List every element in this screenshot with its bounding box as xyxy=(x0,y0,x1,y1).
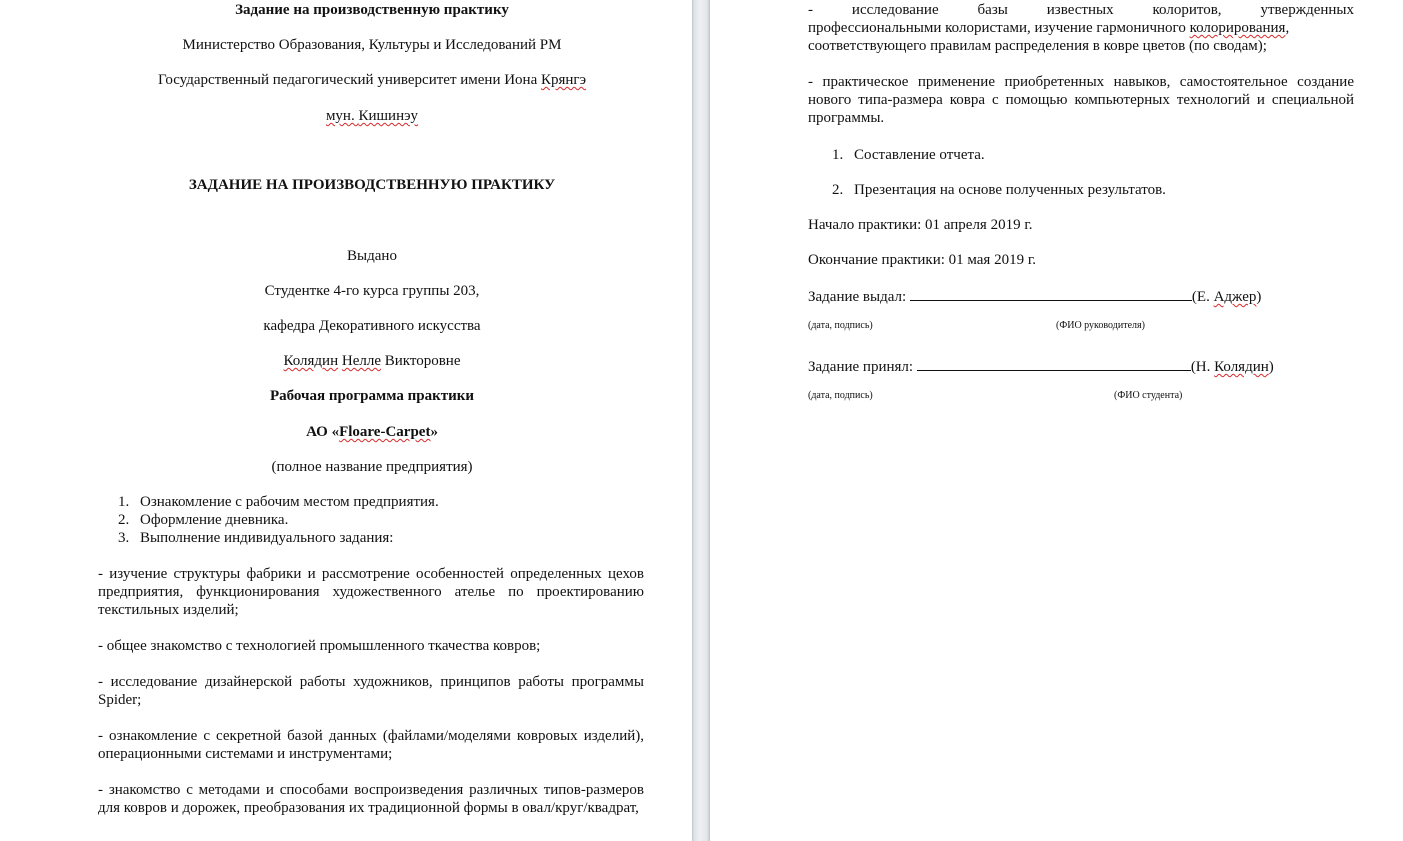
list-item: 3. Выполнение индивидуального задания: xyxy=(118,530,394,546)
task-practical: - практическое применение приобретенных навыков, самостоятельное создание нового типа-размера ковра с помощью компьютерных технологий и специальной программы. xyxy=(808,74,1354,126)
list-item: 2. Презентация на основе полученных результатов. xyxy=(832,182,1166,198)
header-title: Задание на производственную практику xyxy=(235,2,509,18)
task-paragraph: - знакомство с методами и способами воспроизведения различных типов-размеров для ковров и дорожек, преобразования их традиционной формы в овал/круг/квадрат, xyxy=(98,782,644,816)
city-line: мун. Кишинэу xyxy=(325,108,419,124)
university-line: Государственный педагогический университет имени Иона Крянгэ xyxy=(157,72,587,88)
task-paragraph: - ознакомление с секретной базой данных (файлами/моделями ковровых изделий), операционными системами и инструментами; xyxy=(98,728,644,762)
department-line: кафедра Декоративного искусства xyxy=(263,318,481,334)
spellcheck-word: Floare-Carpet xyxy=(339,424,431,440)
issued-by-row: Задание выдал: (Е. Аджер) xyxy=(808,286,1261,306)
end-date: Окончание практики: 01 мая 2019 г. xyxy=(808,252,1037,268)
document-page-right xyxy=(710,0,1403,841)
issued-label: Выдано xyxy=(347,248,397,264)
task-research-line-1: - исследование базы известных колоритов, утвержденных xyxy=(808,2,1354,18)
student-name: Колядин Нелле Викторовне xyxy=(283,353,461,369)
company-note: (полное название предприятия) xyxy=(271,459,473,475)
task-paragraph: - общее знакомство с технологией промышленного ткачества ковров; xyxy=(98,638,541,654)
spellcheck-word: Колядин xyxy=(283,353,339,369)
issued-date-sign: (дата, подпись) xyxy=(808,320,873,331)
list-item: 1. Ознакомление с рабочим местом предприятия. xyxy=(118,494,439,510)
spellcheck-word: Нелле xyxy=(341,353,381,369)
page-gutter xyxy=(692,0,710,841)
main-title: ЗАДАНИЕ НА ПРОИЗВОДСТВЕННУЮ ПРАКТИКУ xyxy=(188,177,556,193)
signature-line xyxy=(910,286,1192,301)
spellcheck-word: Кишинэу xyxy=(358,108,419,124)
start-date: Начало практики: 01 апреля 2019 г. xyxy=(808,217,1033,233)
accepted-fio: (ФИО студента) xyxy=(1114,390,1183,401)
task-research-line-2: профессиональными колористами, изучение гармоничного колорирования, xyxy=(808,20,1290,36)
ministry-line: Министерство Образования, Культуры и Исследований РМ xyxy=(182,37,562,53)
accepted-row: Задание принял: (Н. Колядин) xyxy=(808,356,1274,376)
student-course: Студентке 4-го курса группы 203, xyxy=(264,283,480,299)
list-item: 2. Оформление дневника. xyxy=(118,512,289,528)
spellcheck-word: Аджер xyxy=(1213,289,1257,305)
task-research-line-3: соответствующего правилам распределения в ковре цветов (по сводам); xyxy=(808,38,1267,54)
company-name: АО «Floare-Carpet» xyxy=(306,424,438,440)
issued-fio: (ФИО руководителя) xyxy=(1056,320,1145,331)
task-paragraph: - изучение структуры фабрики и рассмотрение особенностей определенных цехов предприятия, функционирования художественного ателье по проектированию текстильных изделий; xyxy=(98,566,644,618)
task-paragraph: - исследование дизайнерской работы художников, принципов работы программы Spider; xyxy=(98,674,644,708)
document-page-left xyxy=(0,0,692,841)
spellcheck-word: Крянгэ xyxy=(541,72,587,88)
spellcheck-word: Колядин xyxy=(1214,359,1269,375)
signature-line xyxy=(917,356,1191,371)
accepted-date-sign: (дата, подпись) xyxy=(808,390,873,401)
list-item: 1. Составление отчета. xyxy=(832,147,985,163)
program-title: Рабочая программа практики xyxy=(269,388,475,404)
spellcheck-word: колорирования xyxy=(1189,20,1286,36)
